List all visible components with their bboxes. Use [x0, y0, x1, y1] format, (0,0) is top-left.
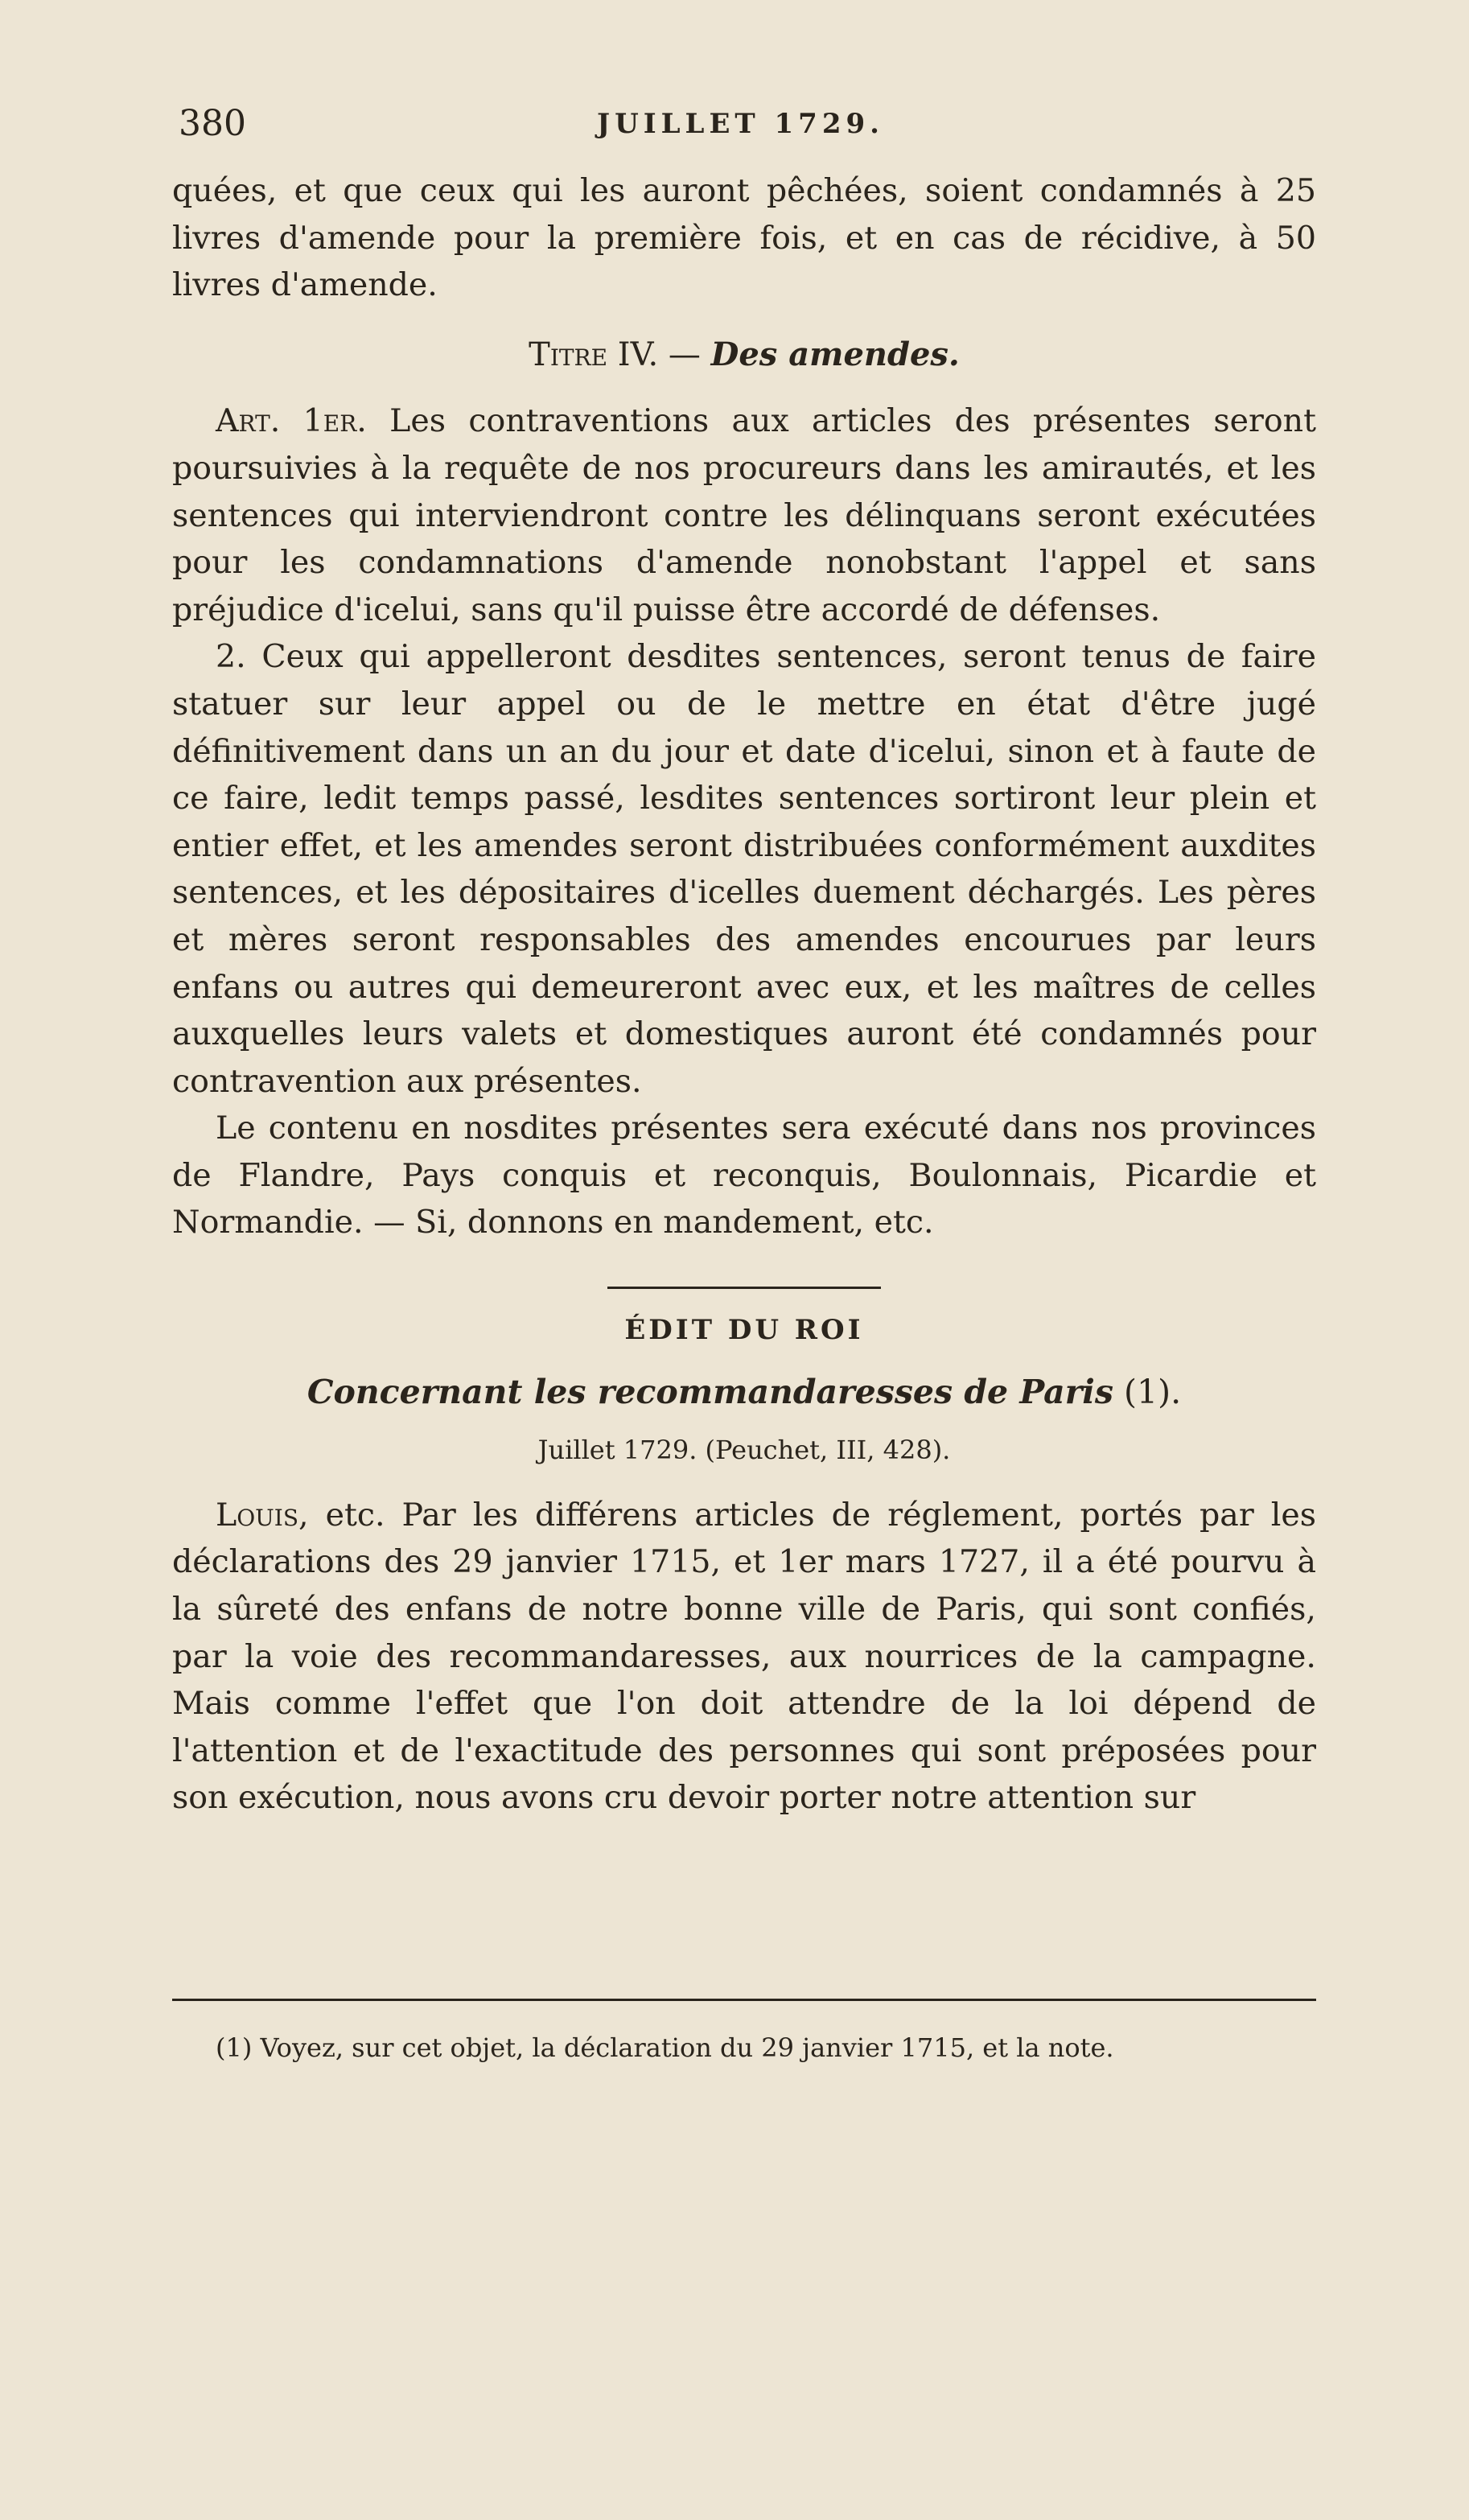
edict-source: Juillet 1729. (Peuchet, III, 428). — [537, 1435, 951, 1466]
closing-paragraph: Le contenu en nosdites présentes sera exécuté dans nos provinces de Flandre, Pays conquis et reconquis, Boulonnais, Picardie et Normandie. — Si, donnons en mandement, etc. — [172, 1110, 1316, 1241]
article-1-label: Art. 1er. — [216, 402, 367, 440]
article-1 — [172, 397, 1316, 633]
section-title-dash: — — [658, 336, 711, 373]
edict-body-start: Louis — [216, 1496, 299, 1534]
running-head: JUILLET 1729. — [597, 108, 884, 140]
section-title-label: Titre IV. — [529, 336, 659, 373]
page-header — [179, 103, 1315, 151]
section-title-name: Des amendes. — [710, 335, 960, 373]
footnote-rule — [172, 1999, 1316, 2001]
section-title — [172, 331, 1316, 379]
page-number: 380 — [179, 103, 246, 144]
edict-body-text: , etc. Par les différens articles de réglement, portés par les déclarations des 29 janvier 1715, et 1er mars 1727, il a été pourvu à la sûreté des enfans de notre bonne ville de Paris, qui sont confiés, par la voie des recommandaresses, aux nourrices de la campagne. Mais comme l'effet que l'on doit attendre de la loi dépend de l'attention et de l'exactitude des personnes qui sont préposées pour son exécution, nous avons cru devoir porter notre attention sur — [172, 1496, 1316, 1817]
edict-title: ÉDIT DU ROI — [624, 1314, 864, 1347]
edict-subtitle-text: Concernant les recommandaresses de Paris — [307, 1372, 1113, 1411]
edict-subtitle — [172, 1369, 1316, 1416]
edict-body — [172, 1492, 1316, 1822]
footnote: (1) Voyez, sur cet objet, la déclaration du 29 janvier 1715, et la note. — [216, 2032, 1114, 2063]
article-2: 2. Ceux qui appelleront desdites sentences, seront tenus de faire statuer sur leur appel ou de le mettre en état d'être jugé définitivement dans un an du jour et date d'icelui, sinon et à faute de ce faire, ledit temps passé, lesdites sentences sortiront leur plein et entier effet, et les amendes seront distribuées conformément auxdites sentences, et les dépositaires d'icelles duement déchargés. Les pères et mères seront responsables des amendes encourues par leurs enfans ou autres qui demeureront avec eux, et les maîtres de celles auxquelles leurs valets et domestiques auront été condamnés pour contravention aux présentes. — [172, 638, 1316, 1100]
main-text — [172, 167, 1316, 1822]
footnote-reference: (1). — [1113, 1372, 1182, 1411]
article-1-text: Les contraventions aux articles des présentes seront poursuivies à la requête de nos procureurs dans les amirautés, et les sentences qui interviendront contre les délinquans seront exécutées pour les condamnations d'amende nonobstant l'appel et sans préjudice d'icelui, sans qu'il puisse être accordé de défenses. — [172, 402, 1316, 628]
continuation-paragraph: quées, et que ceux qui les auront pêchées, soient condamnés à 25 livres d'amende pour la première fois, et en cas de récidive, à 50 livres d'amende. — [172, 172, 1316, 304]
section-divider — [607, 1287, 881, 1289]
